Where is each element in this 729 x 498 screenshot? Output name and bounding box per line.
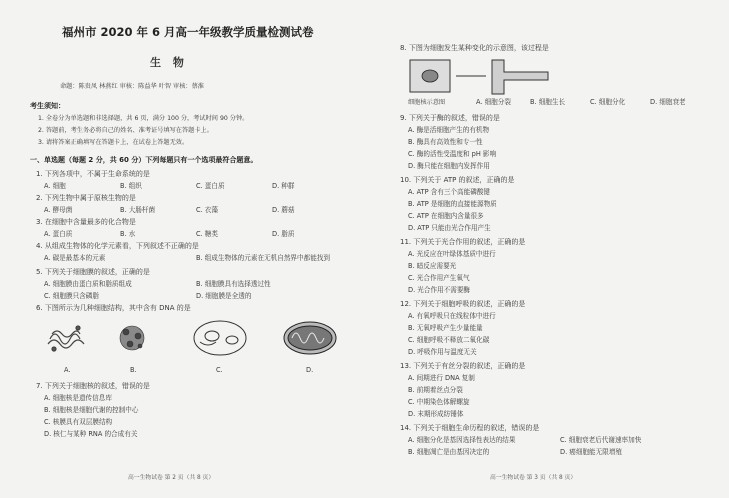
option: B. 细胞生长 xyxy=(530,98,566,106)
option: A. 细胞核是遗传信息库 xyxy=(44,394,112,402)
right-page xyxy=(380,0,729,498)
option: D. 酶只能在细胞内发挥作用 xyxy=(408,162,490,170)
question-stem: 1. 下列各项中，不属于生命系统的是 xyxy=(36,170,150,178)
option: A. 细胞 xyxy=(44,182,66,190)
option: A. 有氧呼吸只在线粒体中进行 xyxy=(408,312,496,320)
question-stem: 8. 下图为细胞发生某种变化的示意图，该过程是 xyxy=(400,44,549,52)
option: C. 酶的活性受温度和 pH 影响 xyxy=(408,150,497,158)
question-stem: 9. 下列关于酶的叙述，错误的是 xyxy=(400,114,500,122)
exam-title: 福州市 2020 年 6 月高一年级教学质量检测试卷 xyxy=(62,25,314,39)
cell-change-figure xyxy=(408,56,558,98)
option: A. 间期进行 DNA 复制 xyxy=(408,374,475,382)
notes-line: 3. 请将答案正确填写在答题卡上，在试卷上答题无效。 xyxy=(38,139,189,146)
option: B. 水 xyxy=(120,230,136,238)
option: B. 组织 xyxy=(120,182,142,190)
option: B. 前期着丝点分裂 xyxy=(408,386,463,394)
option: D. ATP 只能由光合作用产生 xyxy=(408,224,491,232)
option: B. 无氧呼吸产生少量能量 xyxy=(408,324,483,332)
question-stem: 14. 下列关于细胞生命历程的叙述，错误的是 xyxy=(400,424,540,432)
figure-b xyxy=(120,326,144,350)
option: C. 光合作用产生氧气 xyxy=(408,274,470,282)
notes-heading: 考生须知： xyxy=(30,102,65,110)
option: C. 核膜具有双层膜结构 xyxy=(44,418,113,426)
figure-label: C. xyxy=(216,366,223,374)
option: C. 蛋白质 xyxy=(196,182,225,190)
option: A. 酶是活细胞产生的有机物 xyxy=(408,126,490,134)
option: A. 碳是最基本的元素 xyxy=(44,254,106,262)
question-stem: 5. 下列关于细胞膜的叙述，正确的是 xyxy=(36,268,150,276)
option: B. 暗反应需要光 xyxy=(408,262,457,270)
subject-title: 生 物 xyxy=(150,56,188,69)
question-stem: 7. 下列关于细胞核的叙述，错误的是 xyxy=(36,382,150,390)
option: A. 细胞膜由蛋白质和脂质组成 xyxy=(44,280,132,288)
notes-line: 1. 全卷分为单选题和非选择题，共 6 页，满分 100 分，考试时间 90 分钟。 xyxy=(38,115,249,122)
option: D. 种群 xyxy=(272,182,295,190)
option: D. 呼吸作用与温度无关 xyxy=(408,348,477,356)
option: D. 核仁与某种 RNA 的合成有关 xyxy=(44,430,138,438)
option: D. 细胞膜是全透的 xyxy=(196,292,252,300)
option: A. 光反应在叶绿体基质中进行 xyxy=(408,250,496,258)
option: A. 酵母菌 xyxy=(44,206,73,214)
option: C. 细胞膜只含磷脂 xyxy=(44,292,99,300)
option: C. 细胞呼吸不释放二氧化碳 xyxy=(408,336,490,344)
option: C. 细胞衰老后代谢速率加快 xyxy=(560,436,642,444)
option: D. 蘑菇 xyxy=(272,206,295,214)
option: C. 中期染色体解螺旋 xyxy=(408,398,470,406)
question-stem: 13. 下列关于有丝分裂的叙述，正确的是 xyxy=(400,362,526,370)
option: B. 细胞凋亡是由基因决定的 xyxy=(408,448,490,456)
option: C. 糖类 xyxy=(196,230,218,238)
option: C. ATP 在细胞内含量很多 xyxy=(408,212,484,220)
organelle-figures xyxy=(40,314,360,364)
question-stem: 12. 下列关于细胞呼吸的叙述，正确的是 xyxy=(400,300,526,308)
option: B. 酶具有高效性和专一性 xyxy=(408,138,483,146)
question-stem: 2. 下列生物中属于原核生物的是 xyxy=(36,194,136,202)
option: A. 细胞分裂 xyxy=(476,98,511,106)
figure-d xyxy=(284,322,336,354)
figure-label: A. xyxy=(64,366,71,374)
option: D. 脂质 xyxy=(272,230,295,238)
option: B. 大肠杆菌 xyxy=(120,206,156,214)
figure-c xyxy=(194,321,246,355)
option: B. 组成生物体的元素在无机自然界中都能找到 xyxy=(196,254,330,262)
question-stem: 4. 从组成生物体的化学元素看，下列叙述不正确的是 xyxy=(36,242,199,250)
option: C. 细胞分化 xyxy=(590,98,626,106)
page-footer: 高一生物试卷 第 2 页（共 8 页） xyxy=(128,475,215,481)
option: C. 衣藻 xyxy=(196,206,218,214)
meta-line: 命题：陈贵凤 林燕红 审核：陈益华 叶智 审核：蔡淮 xyxy=(60,83,204,90)
option: A. ATP 含有三个高能磷酸键 xyxy=(408,188,491,196)
question-stem: 10. 下列关于 ATP 的叙述，正确的是 xyxy=(400,176,515,184)
option: D. 末期形成纺锤体 xyxy=(408,410,464,418)
figure-a xyxy=(48,326,84,351)
option: B. 细胞膜具有选择透过性 xyxy=(196,280,271,288)
section-heading: 一、单选题（每题 2 分，共 60 分）下列每题只有一个选项最符合题意。 xyxy=(30,156,258,164)
option: B. 细胞核是细胞代谢的控制中心 xyxy=(44,406,139,414)
figure-label: B. xyxy=(130,366,137,374)
option: A. 蛋白质 xyxy=(44,230,73,238)
question-stem: 3. 在细胞中含量最多的化合物是 xyxy=(36,218,136,226)
figure-label: D. xyxy=(306,366,314,374)
question-stem: 6. 下图所示为几种细胞结构，其中含有 DNA 的是 xyxy=(36,304,191,312)
option: A. 细胞分化是基因选择性表达的结果 xyxy=(408,436,516,444)
figure-caption: 细胞核示意图 xyxy=(408,99,446,106)
notes-line: 2. 答题前，考生务必将自己的姓名、准考证号填写在答题卡上。 xyxy=(38,127,213,134)
question-stem: 11. 下列关于光合作用的叙述，正确的是 xyxy=(400,238,526,246)
option: D. 癌细胞能无限增殖 xyxy=(560,448,623,456)
option: D. 光合作用不需要酶 xyxy=(408,286,471,294)
option: B. ATP 是细胞的直接能源物质 xyxy=(408,200,497,208)
page-footer: 高一生物试卷 第 3 页（共 8 页） xyxy=(490,475,577,481)
option: D. 细胞衰老 xyxy=(650,98,686,106)
